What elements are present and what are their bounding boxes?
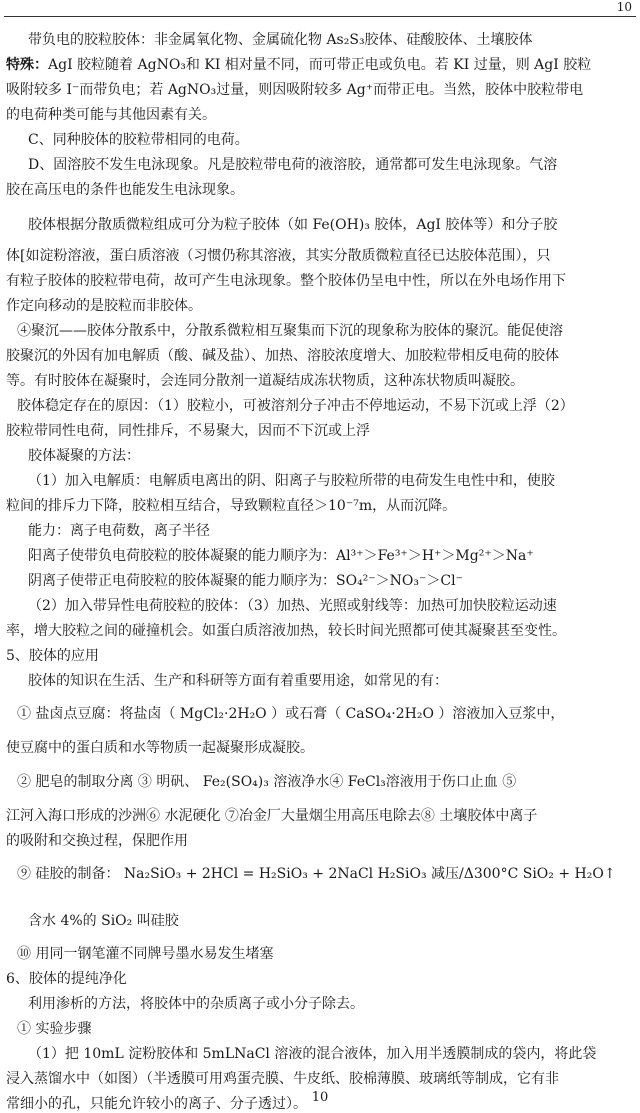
text-line: ① 盐卤点豆腐：将盐卤（ MgCl₂·2H₂O ）或石膏（ CaSO₄·2H₂O ）溶液加入豆浆中， [17,706,565,722]
text-line: 体[如淀粉溶液，蛋白质溶液（习惯仍称其溶液，其实分散质微粒直径已达胶体范围），只 [6,248,551,264]
header-page-number: 10 [616,0,632,14]
text-line: 粒间的排斥力下降，胶粒相互结合，导致颗粒直径＞10⁻⁷m，从而沉降。 [6,498,457,514]
text-line: 利用渗析的方法，将胶体中的杂质离子或小分子除去。 [28,996,364,1012]
text-line: （1）把 10mL 淀粉胶体和 5mLNaCl 溶液的混合液体，加入用半透膜制成的袋内，将此袋 [28,1046,597,1062]
text-line: 常细小的孔，只能允许较小的离子、分子透过）。 [6,1096,307,1112]
text-line: 江河入海口形成的沙洲⑥ 水泥硬化 ⑦冶金厂大量烟尘用高压电除去⑧ 土壤胶体中离子 [6,808,538,824]
text-line: 胶体根据分散质微粒组成可分为粒子胶体（如 Fe(OH)₃ 胶体，AgI 胶体等）和分子胶 [28,217,558,233]
text-line: 的吸附和交换过程，保肥作用 [6,833,188,849]
text-line: C、同种胶体的胶粒带相同的电荷。 [28,132,249,148]
text-line: 胶在高压电的条件也能发生电泳现象。 [6,182,244,198]
text-line: 率，增大胶粒之间的碰撞机会。如蛋白质溶液加热，较长时间光照都可使其凝聚甚至变性。 [6,623,566,639]
text-line: 浸入蒸馏水中（如图）（半透膜可用鸡蛋壳膜、牛皮纸、胶棉薄膜、玻璃纸等制成，它有非 [6,1071,559,1087]
header-rule [4,16,636,17]
text-line: ⑩ 用同一钢笔灌不同牌号墨水易发生堵塞 [17,946,274,962]
text-line: 含水 4%的 SiO₂ 叫硅胶 [28,913,179,929]
text-line: 能力：离子电荷数，离子半径 [28,523,210,539]
text-line: 带负电的胶粒胶体：非金属氧化物、金属硫化物 As₂S₃胶体、硅酸胶体、土壤胶体 [28,32,533,48]
text-line: ① 实验步骤 [17,1021,92,1037]
text-line: （1）加入电解质：电解质电离出的阴、阳离子与胶粒所带的电荷发生电性中和，使胶 [28,473,555,489]
text-line: 阴离子使带正电荷胶粒的胶体凝聚的能力顺序为：SO₄²⁻＞NO₃⁻＞Cl⁻ [28,573,463,589]
text-line: 等。有时胶体在凝聚时，会连同分散剂一道凝结成冻状物质，这种冻状物质叫凝胶。 [6,373,524,389]
text-line: 胶体稳定存在的原因：（1）胶粒小，可被溶剂分子冲击不停地运动，不易下沉或上浮（2） [17,398,574,414]
text-line: 有粒子胶体的胶粒带电荷，故可产生电泳现象。整个胶体仍呈电中性，所以在外电场作用下 [6,273,566,289]
text-line: 胶体的知识在生活、生产和科研等方面有着重要用途，如常见的有： [28,673,448,689]
text-line: ② 肥皂的制取分离 ③ 明矾、 Fe₂(SO₄)₃ 溶液净水④ FeCl₃溶液用于伤口止血 ⑤ [17,774,517,790]
text-line: 吸附较多 I⁻而带负电；若 AgNO₃过量，则因吸附较多 Ag⁺而带正电。当然，胶体中胶粒带电 [6,82,584,98]
text-line: ④聚沉——胶体分散系中，分散系微粒相互聚集而下沉的现象称为胶体的聚沉。能促使溶 [17,323,563,339]
text-line: 的电荷种类可能与其他因素有关。 [6,107,216,123]
text-line: 5、胶体的应用 [6,648,99,664]
text-line: D、固溶胶不发生电泳现象。凡是胶粒带电荷的液溶胶，通常都可发生电泳现象。气溶 [28,157,558,173]
text-line: 使豆腐中的蛋白质和水等物质一起凝聚形成凝胶。 [6,740,314,756]
text-line: 作定向移动的是胶粒而非胶体。 [6,298,202,314]
text-line: 胶粒带同性电荷，同性排斥，不易聚大，因而不下沉或上浮 [6,423,370,439]
text-line: （2）加入带异性电荷胶粒的胶体：（3）加热、光照或射线等：加热可加快胶粒运动速 [28,598,557,614]
text-line: 阳离子使带负电荷胶粒的胶体凝聚的能力顺序为：Al³⁺＞Fe³⁺＞H⁺＞Mg²⁺＞Na⁺ [28,548,534,564]
text-line: 6、胶体的提纯净化 [6,971,127,987]
text-line: 胶聚沉的外因有加电解质（酸、碱及盐）、加热、溶胶浓度增大、加胶粒带相反电荷的胶体 [6,348,559,364]
footer-page-number: 10 [311,1090,329,1105]
text-line: 胶体凝聚的方法： [28,448,140,464]
text-line: 特殊：AgI 胶粒随着 AgNO₃和 KI 相对量不同，而可带正电或负电。若 KI 过量，则 AgI 胶粒 [6,57,592,73]
text-line: ⑨ 硅胶的制备： Na₂SiO₃ + 2HCl = H₂SiO₃ + 2NaCl H₂SiO₃ 减压/Δ300°C SiO₂ + H₂O↑ [17,866,616,882]
